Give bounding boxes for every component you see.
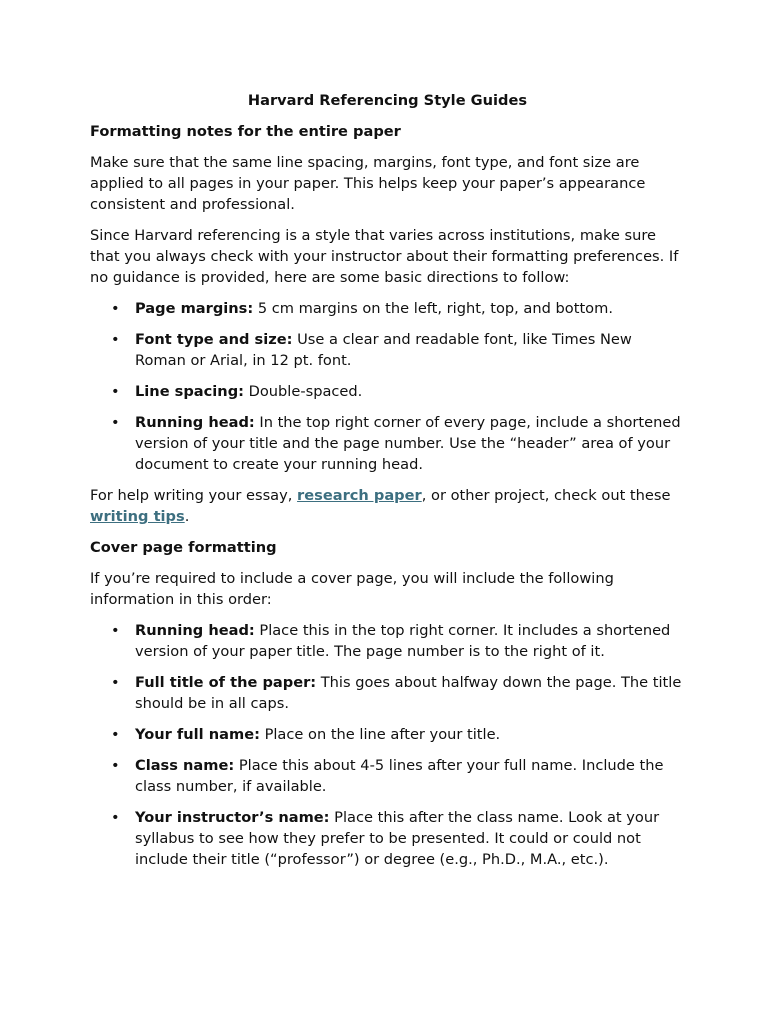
document-page bbox=[90, 90, 685, 880]
list-item-term: Your full name: bbox=[135, 726, 260, 743]
list-item bbox=[90, 755, 685, 797]
list-item-term: Running head: bbox=[135, 622, 255, 639]
list-item-term: Full title of the paper: bbox=[135, 674, 317, 691]
formatting-bullet-list bbox=[90, 298, 685, 475]
bullet-icon: • bbox=[111, 757, 120, 774]
list-item bbox=[90, 329, 685, 371]
bullet-icon: • bbox=[111, 414, 120, 431]
list-item-term: Line spacing: bbox=[135, 383, 244, 400]
list-item bbox=[90, 672, 685, 714]
list-item-text: This goes about halfway down the page. The title should be in all caps. bbox=[135, 674, 682, 712]
list-item bbox=[90, 807, 685, 870]
list-item-term: Running head: bbox=[135, 414, 255, 431]
paragraph-help-links bbox=[90, 485, 685, 527]
paragraph-consistency: Make sure that the same line spacing, margins, font type, and font size are applied to all pages in your paper. This helps keep your paper’s appearance consistent and professional. bbox=[90, 154, 646, 213]
writing-tips-link[interactable]: writing tips bbox=[90, 508, 185, 525]
list-item-term: Page margins: bbox=[135, 300, 254, 317]
research-paper-link[interactable]: research paper bbox=[297, 487, 422, 504]
help-suffix-text: . bbox=[184, 508, 190, 525]
list-item-text: Place this about 4-5 lines after your full name. Include the class number, if available. bbox=[135, 757, 664, 795]
bullet-icon: • bbox=[111, 809, 120, 826]
list-item-term: Your instructor’s name: bbox=[135, 809, 330, 826]
paragraph-instructor-check: Since Harvard referencing is a style that varies across institutions, make sure that you always check with your instructor about their formatting preferences. If no guidance is provided, here are some basic directions to follow: bbox=[90, 227, 679, 286]
list-item bbox=[90, 724, 685, 745]
list-item-text: 5 cm margins on the left, right, top, and bottom. bbox=[253, 300, 613, 317]
list-item bbox=[90, 298, 685, 319]
list-item-term: Font type and size: bbox=[135, 331, 293, 348]
list-item-text: Double-spaced. bbox=[243, 383, 363, 400]
list-item bbox=[90, 412, 685, 475]
paragraph-cover-intro: If you’re required to include a cover page, you will include the following information in this order: bbox=[90, 570, 614, 608]
help-prefix-text: For help writing your essay, bbox=[90, 487, 298, 504]
list-item-term: Class name: bbox=[135, 757, 235, 774]
help-middle-text: , or other project, check out these bbox=[421, 487, 671, 504]
bullet-icon: • bbox=[111, 622, 120, 639]
list-item-text: In the top right corner of every page, include a shortened version of your title and the page number. Use the “header” area of your document to create your running head. bbox=[135, 414, 681, 473]
section-heading-formatting: Formatting notes for the entire paper bbox=[90, 123, 401, 140]
bullet-icon: • bbox=[111, 674, 120, 691]
list-item bbox=[90, 381, 685, 402]
bullet-icon: • bbox=[111, 300, 120, 317]
list-item-text: Place on the line after your title. bbox=[259, 726, 501, 743]
list-item-text: Use a clear and readable font, like Times New Roman or Arial, in 12 pt. font. bbox=[135, 331, 632, 369]
list-item-text: Place this in the top right corner. It includes a shortened version of your paper title. The page number is to the right of it. bbox=[135, 622, 671, 660]
section-heading-cover-page: Cover page formatting bbox=[90, 539, 277, 556]
document-title: Harvard Referencing Style Guides bbox=[247, 92, 528, 109]
bullet-icon: • bbox=[111, 726, 120, 743]
list-item-text: Place this after the class name. Look at your syllabus to see how they prefer to be presented. It could or could not include their title (“professor”) or degree (e.g., Ph.D., M.A., etc.). bbox=[135, 809, 660, 868]
list-item bbox=[90, 620, 685, 662]
bullet-icon: • bbox=[111, 331, 120, 348]
cover-page-bullet-list bbox=[90, 620, 685, 870]
bullet-icon: • bbox=[111, 383, 120, 400]
